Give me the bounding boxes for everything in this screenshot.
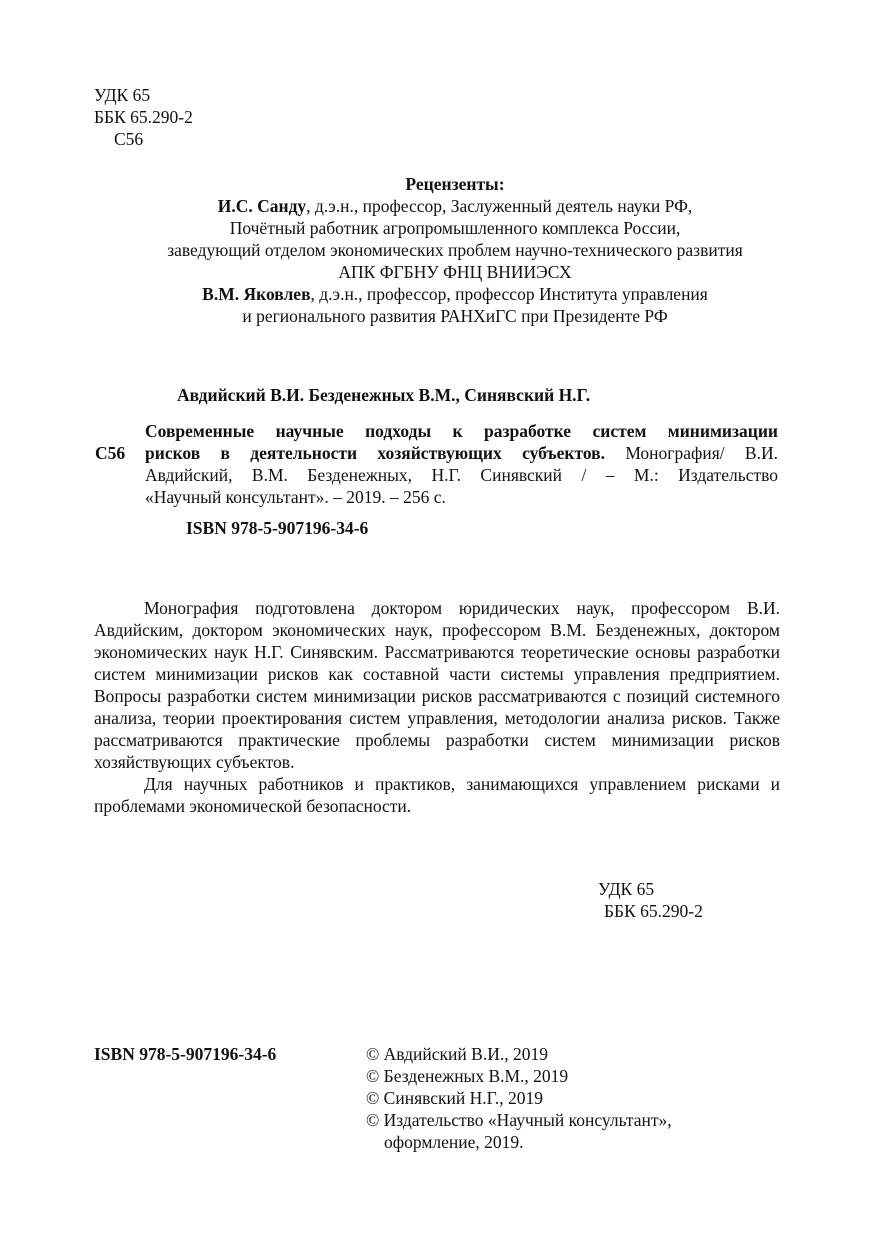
- reviewers-title: Рецензенты:: [405, 174, 505, 194]
- catalog-isbn: ISBN 978-5-907196-34-6: [186, 518, 369, 538]
- copyright-line: © Издательство «Научный консультант»,: [366, 1110, 672, 1130]
- reviewer-2-line-1: [120, 283, 790, 305]
- catalog-type: Монография/ В.И.: [605, 443, 778, 463]
- reviewer-2-line-2: и регионального развития РАНХиГС при Президенте РФ: [242, 306, 668, 326]
- annotation-paragraph-2: Для научных работников и практиков, занимающихся управлением рисками и проблемами экономической безопасности.: [94, 774, 780, 816]
- reviewer-2-credentials: , д.э.н., профессор, профессор Института управления: [310, 284, 708, 304]
- reviewer-1-name: И.С. Санду: [217, 196, 307, 216]
- catalog-description: [145, 420, 778, 508]
- reviewer-2-name: В.М. Яковлев: [202, 284, 311, 304]
- udk-code-bottom: УДК 65: [598, 879, 655, 899]
- copyright-line: © Синявский Н.Г., 2019: [366, 1088, 543, 1108]
- copyright-line-continuation: оформление, 2019.: [384, 1132, 524, 1152]
- copyright-line: © Безденежных В.М., 2019: [366, 1066, 569, 1086]
- catalog-author-mark: С56: [95, 443, 126, 463]
- copyright-line: © Авдийский В.И., 2019: [366, 1044, 548, 1064]
- bbk-code-bottom: ББК 65.290-2: [604, 901, 703, 921]
- reviewer-1-line-3: заведующий отделом экономических проблем научно-технического развития: [167, 240, 743, 260]
- reviewer-1-line-1: [120, 195, 790, 217]
- reviewer-1-line-4: АПК ФГБНУ ФНЦ ВНИИЭСХ: [338, 262, 572, 282]
- annotation: [94, 597, 780, 817]
- classification-block-bottom: [598, 878, 703, 922]
- catalog-title-line-2: [145, 442, 778, 464]
- catalog-title-line-1: Современные научные подходы к разработке систем минимизации: [145, 421, 778, 441]
- reviewers-block: [120, 173, 790, 327]
- annotation-paragraph-1: Монография подготовлена доктором юридических наук, профессором В.И. Авдийским, доктором экономических наук, профессором В.М. Безденежных, доктором экономических наук Н.Г. Синявским. Рассматриваются теоретические основы разработки систем минимизации рисков как составной части системы управления предприятием. Вопросы разработки систем минимизации рисков рассматриваются с позиций системного анализа, теории проектирования систем управления, методологии анализа рисков. Также рассматриваются практические проблемы разработки систем минимизации рисков хозяйствующих субъектов.: [94, 598, 780, 772]
- udk-code: УДК 65: [94, 85, 151, 105]
- classification-block-top: [94, 84, 193, 150]
- copyright-block: [366, 1043, 672, 1153]
- author-mark: С56: [114, 129, 144, 149]
- catalog-line-4: «Научный консультант». – 2019. – 256 с.: [145, 487, 446, 507]
- reviewer-1-line-2: Почётный работник агропромышленного комплекса России,: [229, 218, 681, 238]
- catalog-authors: Авдийский В.И. Безденежных В.М., Синявский Н.Г.: [177, 385, 591, 405]
- bbk-code: ББК 65.290-2: [94, 107, 193, 127]
- catalog-title-bold: рисков в деятельности хозяйствующих субъектов.: [145, 443, 605, 463]
- reviewer-1-credentials: , д.э.н., профессор, Заслуженный деятель науки РФ,: [306, 196, 693, 216]
- footer-isbn: ISBN 978-5-907196-34-6: [94, 1044, 277, 1064]
- catalog-line-3: Авдийский, В.М. Безденежных, Н.Г. Синявский / – М.: Издательство: [145, 465, 778, 485]
